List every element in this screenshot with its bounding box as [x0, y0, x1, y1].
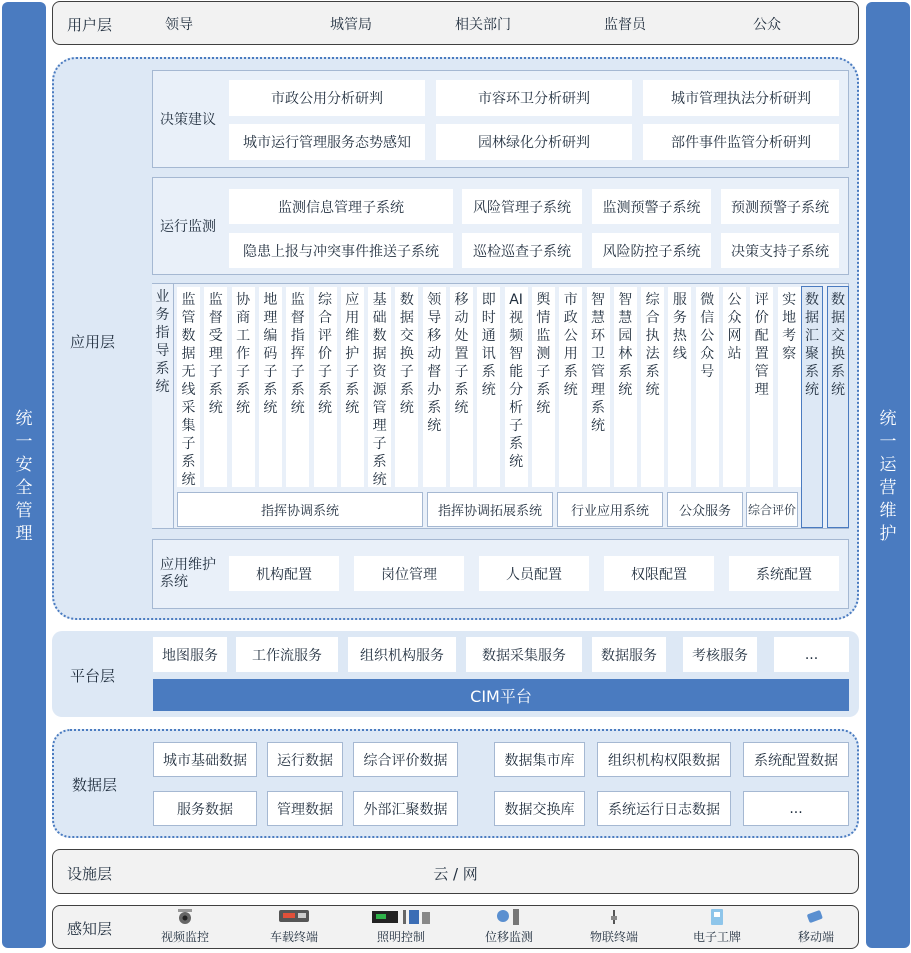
business-system-column: 综合评价子系统	[314, 287, 337, 487]
user-layer-title: 用户层	[67, 16, 113, 34]
business-system-column: 应用维护子系统	[341, 287, 364, 487]
data-item: 系统配置数据	[743, 742, 849, 777]
device-mobile	[781, 908, 851, 945]
device-label: 移动端	[797, 930, 834, 944]
device-video	[150, 908, 220, 945]
camera-icon	[174, 908, 196, 926]
vehicle-terminal-icon	[277, 908, 311, 926]
decision-title: 决策建议	[160, 112, 216, 128]
decision-item: 市政公用分析研判	[229, 80, 425, 116]
displacement-sensor-icon	[494, 908, 524, 926]
maintenance-title: 应用维护系统	[160, 557, 216, 590]
platform-layer-title: 平台层	[70, 667, 116, 685]
business-system-column: 舆情监测子系统	[532, 287, 555, 487]
data-item: 数据交换库	[494, 791, 585, 826]
business-group-label: 公众服务	[667, 492, 743, 527]
business-guidance-label: 业务指导系统	[152, 284, 174, 528]
monitor-item: 监测预警子系统	[592, 189, 711, 224]
iot-terminal-icon	[607, 908, 621, 926]
platform-service: 工作流服务	[236, 637, 338, 672]
device-label: 照明控制	[376, 930, 425, 944]
device-badge	[682, 908, 752, 945]
business-system-column: 地理编码子系统	[259, 287, 282, 487]
platform-service: 数据采集服务	[466, 637, 582, 672]
data-system-column: 数据汇聚系统	[801, 286, 823, 528]
business-system-column: AI视频智能分析子系统	[505, 287, 528, 487]
business-system-column: 监管数据无线采集子系统	[177, 287, 200, 487]
maintenance-item: 系统配置	[729, 556, 839, 591]
decision-item: 城市运行管理服务态势感知	[229, 124, 425, 160]
platform-service: ...	[774, 637, 849, 672]
business-system-column: 数据交换子系统	[395, 287, 418, 487]
business-system-column: 服务热线	[668, 287, 691, 487]
platform-service: 数据服务	[592, 637, 666, 672]
business-system-column: 移动处置子系统	[450, 287, 473, 487]
data-item: 管理数据	[267, 791, 343, 826]
device-label: 视频监控	[160, 930, 209, 944]
maintenance-item: 岗位管理	[354, 556, 464, 591]
monitor-item: 隐患上报与冲突事件推送子系统	[229, 233, 453, 268]
unified-operation-maintenance-bar	[866, 2, 910, 948]
mobile-icon	[805, 908, 827, 926]
side-right-label: 统一运营维护	[879, 409, 897, 544]
maintenance-item: 机构配置	[229, 556, 339, 591]
business-group-label: 综合评价	[746, 492, 798, 527]
monitor-item: 监测信息管理子系统	[229, 189, 453, 224]
decision-item: 城市管理执法分析研判	[643, 80, 839, 116]
data-item: 综合评价数据	[353, 742, 458, 777]
device-label: 物联终端	[589, 930, 638, 944]
device-label: 车载终端	[269, 930, 318, 944]
side-left-label: 统一安全管理	[15, 409, 33, 544]
app-layer-title: 应用层	[70, 333, 116, 351]
business-system-column: 协商工作子系统	[232, 287, 255, 487]
business-system-column: 监督受理子系统	[204, 287, 227, 487]
monitor-title: 运行监测	[160, 219, 216, 235]
business-system-column: 微信公众号	[696, 287, 719, 487]
user-item: 领导	[165, 17, 193, 33]
user-item: 相关部门	[455, 17, 511, 33]
maintenance-item: 人员配置	[479, 556, 589, 591]
cim-platform-bar: CIM平台	[153, 679, 849, 711]
business-system-column: 公众网站	[723, 287, 746, 487]
business-system-column: 智慧园林系统	[614, 287, 637, 487]
sense-layer-title: 感知层	[67, 920, 113, 938]
business-system-column: 综合执法系统	[641, 287, 664, 487]
data-item: 城市基础数据	[153, 742, 257, 777]
monitor-item: 决策支持子系统	[721, 233, 839, 268]
user-item: 公众	[753, 17, 781, 33]
business-group-label: 行业应用系统	[557, 492, 663, 527]
business-system-column: 评价配置管理	[750, 287, 773, 487]
device-label: 位移监测	[484, 930, 533, 944]
monitor-item: 风险管理子系统	[462, 189, 582, 224]
monitor-item: 巡检巡查子系统	[462, 233, 582, 268]
data-system-column: 数据交换系统	[827, 286, 849, 528]
device-lighting	[361, 908, 441, 945]
business-system-column: 领导移动督办系统	[423, 287, 446, 487]
business-group-label: 指挥协调系统	[177, 492, 423, 527]
monitor-item: 预测预警子系统	[721, 189, 839, 224]
device-displacement	[474, 908, 544, 945]
platform-service: 考核服务	[683, 637, 757, 672]
monitor-item: 风险防控子系统	[592, 233, 711, 268]
data-layer-title: 数据层	[72, 776, 118, 794]
decision-item: 园林绿化分析研判	[436, 124, 632, 160]
business-system-column: 监督指挥子系统	[286, 287, 309, 487]
business-system-column: 智慧环卫管理系统	[587, 287, 610, 487]
infrastructure-layer	[52, 849, 859, 894]
decision-item: 市容环卫分析研判	[436, 80, 632, 116]
data-item: 数据集市库	[494, 742, 585, 777]
business-group-label: 指挥协调拓展系统	[427, 492, 553, 527]
data-item: 服务数据	[153, 791, 257, 826]
unified-security-management-bar	[2, 2, 46, 948]
decision-item: 部件事件监管分析研判	[643, 124, 839, 160]
platform-service: 组织机构服务	[348, 637, 456, 672]
user-item: 监督员	[604, 17, 646, 33]
infra-content: 云 / 网	[433, 865, 478, 883]
business-system-column: 实地考察	[778, 287, 801, 487]
device-label: 电子工牌	[692, 930, 741, 944]
device-vehicle	[259, 908, 329, 945]
business-system-column: 基础数据资源管理子系统	[368, 287, 391, 487]
infra-layer-title: 设施层	[67, 865, 113, 883]
data-item: 外部汇聚数据	[353, 791, 458, 826]
data-item: ...	[743, 791, 849, 826]
data-item: 系统运行日志数据	[597, 791, 731, 826]
user-layer	[52, 1, 859, 45]
data-item: 组织机构权限数据	[597, 742, 731, 777]
business-system-column: 市政公用系统	[559, 287, 582, 487]
data-item: 运行数据	[267, 742, 343, 777]
badge-icon	[709, 908, 725, 926]
user-list	[165, 14, 853, 34]
business-system-column: 即时通讯系统	[477, 287, 500, 487]
platform-service: 地图服务	[153, 637, 227, 672]
user-item: 城管局	[330, 17, 372, 33]
lighting-control-icon	[371, 908, 431, 926]
device-iot	[579, 908, 649, 945]
maintenance-item: 权限配置	[604, 556, 714, 591]
